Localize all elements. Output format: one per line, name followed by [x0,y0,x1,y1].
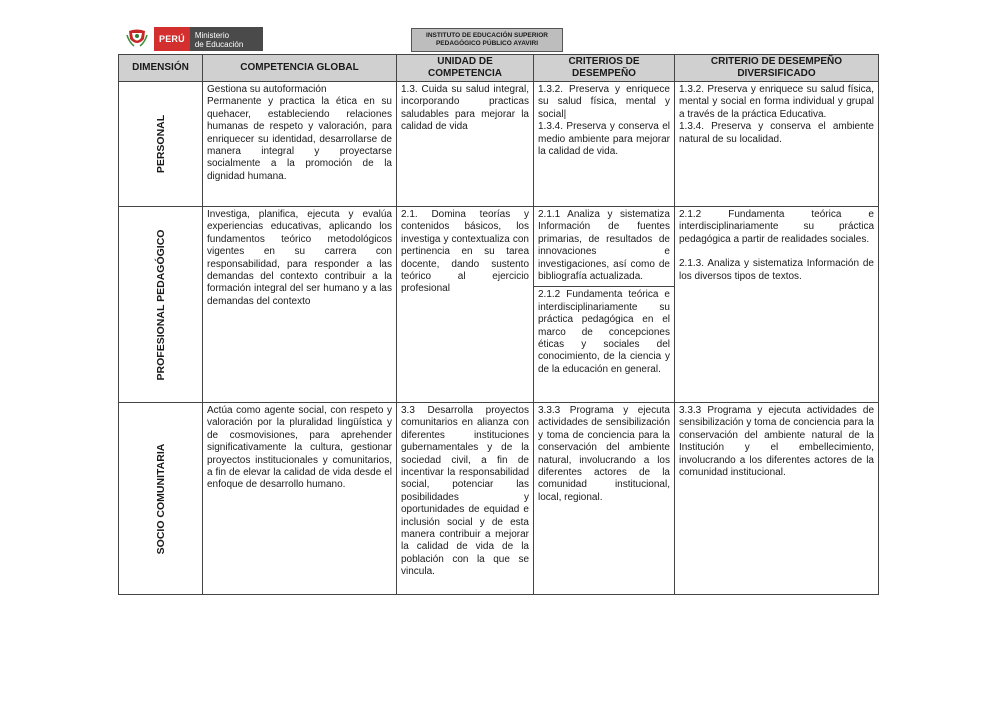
competencia-text: Actúa como agente social, con respeto y valoración por la pluralidad lingüística y de cosmovisiones, para aprehender significativamente la cultura, gestionar proyectos institucionales y comunitarios, a fin de elevar la calidad de vida desde el enfoque de desarrollo humano. [207,405,392,491]
unidad-cell [397,207,534,403]
diversificado-text: 3.3.3 Programa y ejecuta actividades de sensibilización y toma de conciencia para la conservación del ambiente natural de la Institución y el embellecimiento, involucrando a los diferentes actores de la comunidad institucional. [679,405,874,479]
unidad-text: 2.1. Domina teorías y contenidos básicos, los investiga y contextualiza con pertinencia en su tarea docente, dando sustento teórico al ejercicio profesional [401,209,529,295]
coat-of-arms-icon [126,27,148,49]
criterio-text: 1.3.4. Preserva y conserva el medio ambiente para mejorar la calidad de vida. [538,121,670,158]
header-competencia-global: COMPETENCIA GLOBAL [203,55,397,82]
logo-ministry-line1: Ministerio [194,30,230,40]
dimension-label: PERSONAL [154,114,167,174]
criterios-cell [534,82,675,207]
header-criterio-diversificado: CRITERIO DE DESEMPEÑO DIVERSIFICADO [675,55,879,82]
competencia-cell [203,403,397,595]
dimension-label: SOCIO COMUNITARIA [154,443,167,554]
criterios-cell [534,207,675,403]
diversificado-cell [675,207,879,403]
dimension-label: PROFESIONAL PEDAGÓGICO [154,229,167,380]
table-row [119,207,879,403]
dimension-cell [119,207,203,403]
diversificado-text: 2.1.3. Analiza y sistematiza Información de los diversos tipos de textos. [679,258,874,282]
criterios-cell [534,403,675,595]
unidad-text: 1.3. Cuida su salud integral, incorporando practicas saludables para mejorar la calidad de vida [401,84,529,133]
dimension-cell [119,403,203,595]
criterio-text: 2.1.1 Analiza y sistematiza Información de fuentes primarias, de resultados de innovaciones e investigaciones, así como de bibliografía actualizada. [538,209,670,283]
diversificado-cell [675,82,879,207]
institute-box [411,28,563,52]
unidad-cell [397,82,534,207]
criterio-text: 2.1.2 Fundamenta teórica e interdisciplinariamente su práctica pedagógica en el marco de concepciones éticas y sociales del conocimiento, de la ciencia y de la educación en general. [534,286,674,376]
table-header-row [119,55,879,82]
criterio-text: 1.3.2. Preserva y enriquece su salud física, mental y social| [538,84,670,120]
diversificado-text: 1.3.2. Preserva y enriquece su salud física, mental y social en forma individual y grupal a través de la práctica Educativa. [679,84,874,120]
logo-ministry-label [190,27,263,51]
table-row [119,82,879,207]
ministry-logo [126,27,263,51]
header-unidad-competencia: UNIDAD DE COMPETENCIA [397,55,534,82]
criterio-text: 3.3.3 Programa y ejecuta actividades de sensibilización y toma de conciencia para la conservación del ambiente natural, involucrando a los diferentes actores de la comunidad institucional, local, regional. [538,405,670,503]
dimension-cell [119,82,203,207]
competencia-text: Investiga, planifica, ejecuta y evalúa experiencias educativas, aplicando los fundamentos teórico metodológicos vigentes en su carrera con responsabilidad, para responder a las demandas del contexto contribuir a la formación integral del ser humano y a las demandas del contexto [207,209,392,307]
institute-line1: INSTITUTO DE EDUCACIÓN SUPERIOR [426,32,548,39]
header-dimension: DIMENSIÓN [119,55,203,82]
unidad-cell [397,403,534,595]
diversificado-cell [675,403,879,595]
logo-ministry-line2: de Educación [194,39,244,49]
competency-table [118,54,879,595]
institute-line2: PEDAGÓGICO PÚBLICO AYAVIRI [435,40,539,47]
competencia-text: Permanente y practica la ética en su quehacer, estableciendo relaciones humanas de respeto y valoración, para enriquecer su identidad, desarrollarse de manera integral y proyectarse socialmente a la promoción de la dignidad humana. [207,96,392,182]
competencia-cell [203,207,397,403]
table-row [119,403,879,595]
diversificado-text: 1.3.4. Preserva y conserva el ambiente natural de su localidad. [679,121,874,145]
unidad-text: 3.3 Desarrolla proyectos comunitarios en alianza con diferentes instituciones gubernamentales y de la sociedad civil, a fin de incentivar la responsabilidad social, potenciar las posibilidades y oportunidades de equidad e inclusión social y de esta manera contribuir a mejorar la calidad de vida de la población con la que se vincula. [401,405,529,578]
competencia-cell [203,82,397,207]
diversificado-text: 2.1.2 Fundamenta teórica e interdisciplinariamente su práctica pedagógica a partir de realidades sociales. [679,209,874,245]
competencia-title: Gestiona su autoformación [207,84,327,95]
logo-country-label: PERÚ [154,27,190,51]
header-criterios-desempeno: CRITERIOS DE DESEMPEÑO [534,55,675,82]
